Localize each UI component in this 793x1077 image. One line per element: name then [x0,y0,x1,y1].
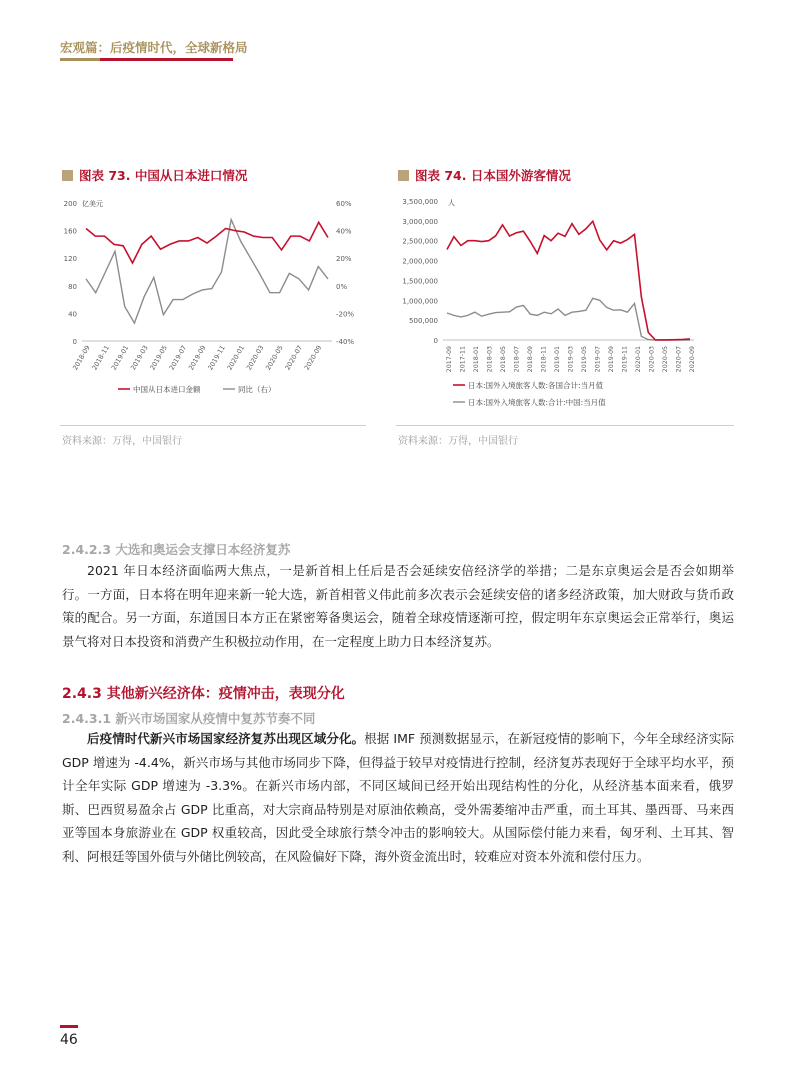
x-tick-label: 2020-09 [689,346,696,373]
x-tick-label: 2018-11 [540,346,548,373]
header-rule-gold [60,58,100,61]
y-left-unit: 亿美元 [82,200,103,208]
y-tick-label: 1,500,000 [402,277,438,286]
series-import-line [86,222,328,263]
x-tick-label: 2018-03 [486,346,494,373]
x-tick-label: 2020-07 [283,344,305,372]
y-right-tick-label: 0% [336,282,348,291]
x-tick-label: 2018-01 [473,346,480,373]
header-rule-red [100,58,233,61]
x-tick-label: 2018-05 [500,346,507,373]
x-tick-label: 2019-05 [148,344,169,372]
figure-73-title-text: 图表 73. 中国从日本进口情况 [79,168,248,183]
figure-74-source-rule [396,425,734,426]
figure-73-source: 资料来源：万得，中国银行 [62,436,182,447]
x-tick-label: 2018-11 [90,344,112,372]
y-tick-label: 500,000 [409,317,438,326]
x-tick-label: 2019-09 [608,346,615,373]
figure-73-title [62,166,247,184]
x-tick-label: 2020-09 [302,344,324,372]
y-right-tick-label: -20% [336,310,355,319]
x-tick-label: 2019-09 [187,344,208,372]
y-tick-label: 2,500,000 [402,237,438,246]
figure-marker-icon [398,170,409,181]
figure-73-chart [60,188,380,423]
y-left-tick-label: 120 [63,255,77,264]
x-tick-label: 2020-01 [635,346,642,373]
y-tick-label: 0 [433,337,438,345]
y-unit: 人 [448,199,455,207]
x-tick-label: 2019-05 [581,346,588,373]
y-tick-label: 3,500,000 [402,198,438,206]
y-left-tick-label: 0 [72,338,77,346]
figure-74-title [398,166,571,184]
x-tick-label: 2019-07 [594,346,602,373]
x-tick-label: 2019-07 [167,344,189,372]
legend-china-label: 日本:国外入境旅客人数:合计:中国:当月值 [468,398,606,407]
section-2431-paragraph [62,727,734,868]
x-tick-label: 2020-05 [264,344,285,372]
x-tick-label: 2019-11 [206,344,227,372]
x-tick-label: 2020-01 [225,344,247,372]
series-yoy-line [86,220,328,324]
figure-marker-icon [62,170,73,181]
legend-yoy-label: 同比（右） [238,385,276,394]
page-number-rule [60,1025,78,1028]
x-tick-label: 2018-07 [513,346,521,373]
section-243-heading: 2.4.3 其他新兴经济体：疫情冲击，表现分化 [62,686,345,702]
section-2431-body: 根据 IMF 预测数据显示，在新冠疫情的影响下，今年全球经济实际 GDP 增速为 -4.4%，新兴市场与其他市场同步下降，但得益于较早对疫情进行控制，经济复苏表现好于全球平均水平，预计全年实际 GDP 增速为 -3.3%。在新兴市场内部，不同区域间已经开始出现结构性的分化，从经济基本面来看，俄罗斯、巴西贸易盈余占 GDP 比重高，对大宗商品特别是对原油依赖高，受外需萎缩冲击严重，而土耳其、墨西哥、马来西亚等国本身旅游业在 GDP 权重较高，因此受全球旅行禁令冲击的影响较大。从国际偿付能力来看，匈牙利、土耳其、智利、阿根廷等国外债与外储比例较高，在风险偏好下降，海外资金流出时，较难应对资本外流和偿付压力。 [62,731,734,864]
section-2431-lead: 后疫情时代新兴市场国家经济复苏出现区域分化。 [87,731,365,746]
section-2423-heading: 2.4.2.3 大选和奥运会支撑日本经济复苏 [62,542,291,557]
figure-74-source: 资料来源：万得，中国银行 [398,436,518,447]
y-left-tick-label: 200 [63,200,77,208]
page-number: 46 [60,1032,78,1048]
series-china-line [447,298,690,340]
section-2431-heading: 2.4.3.1 新兴市场国家从疫情中复苏节奏不同 [62,711,316,726]
y-left-tick-label: 160 [63,227,77,236]
figure-74-title-text: 图表 74. 日本国外游客情况 [415,168,571,183]
x-tick-label: 2020-05 [662,346,669,373]
y-right-tick-label: 40% [336,227,352,236]
figure-73-source-rule [60,425,366,426]
y-right-tick-label: -40% [336,338,355,346]
x-tick-label: 2018-09 [527,346,534,373]
x-tick-label: 2019-01 [109,344,131,372]
y-tick-label: 3,000,000 [402,217,438,226]
figure-74-chart [396,188,716,423]
x-tick-label: 2019-01 [554,346,561,373]
x-tick-label: 2019-03 [129,344,150,372]
legend-import-label: 中国从日本进口金额 [133,385,201,394]
y-left-tick-label: 80 [68,282,77,291]
x-tick-label: 2020-03 [244,344,266,372]
x-tick-label: 2017-11 [459,346,467,373]
x-tick-label: 2018-09 [71,344,92,372]
series-total-line [447,221,690,340]
y-right-tick-label: 20% [336,255,352,264]
x-tick-label: 2020-03 [648,346,656,373]
header-title: 宏观篇：后疫情时代，全球新格局 [60,40,248,55]
x-tick-label: 2019-03 [567,346,575,373]
x-tick-label: 2019-11 [621,346,629,373]
section-2423-paragraph: 2021 年日本经济面临两大焦点，一是新首相上任后是否会延续安倍经济学的举措；二是东京奥运会是否会如期举行。一方面，日本将在明年迎来新一轮大选，新首相菅义伟此前多次表示会延续安倍的诸多经济政策，加大财政与货币政策的配合。另一方面，东道国日本方正在紧密筹备奥运会，随着全球疫情逐渐可控，假定明年东京奥运会正常举行，奥运景气将对日本投资和消费产生积极拉动作用，在一定程度上助力日本经济复苏。 [62,563,734,649]
y-tick-label: 2,000,000 [402,257,438,266]
x-tick-label: 2017-09 [446,346,453,373]
y-tick-label: 1,000,000 [402,297,438,306]
legend-total-label: 日本:国外入境旅客人数:各国合计:当月值 [468,381,604,390]
y-left-tick-label: 40 [68,310,77,319]
y-right-tick-label: 60% [336,200,352,208]
x-tick-label: 2020-07 [675,346,683,373]
